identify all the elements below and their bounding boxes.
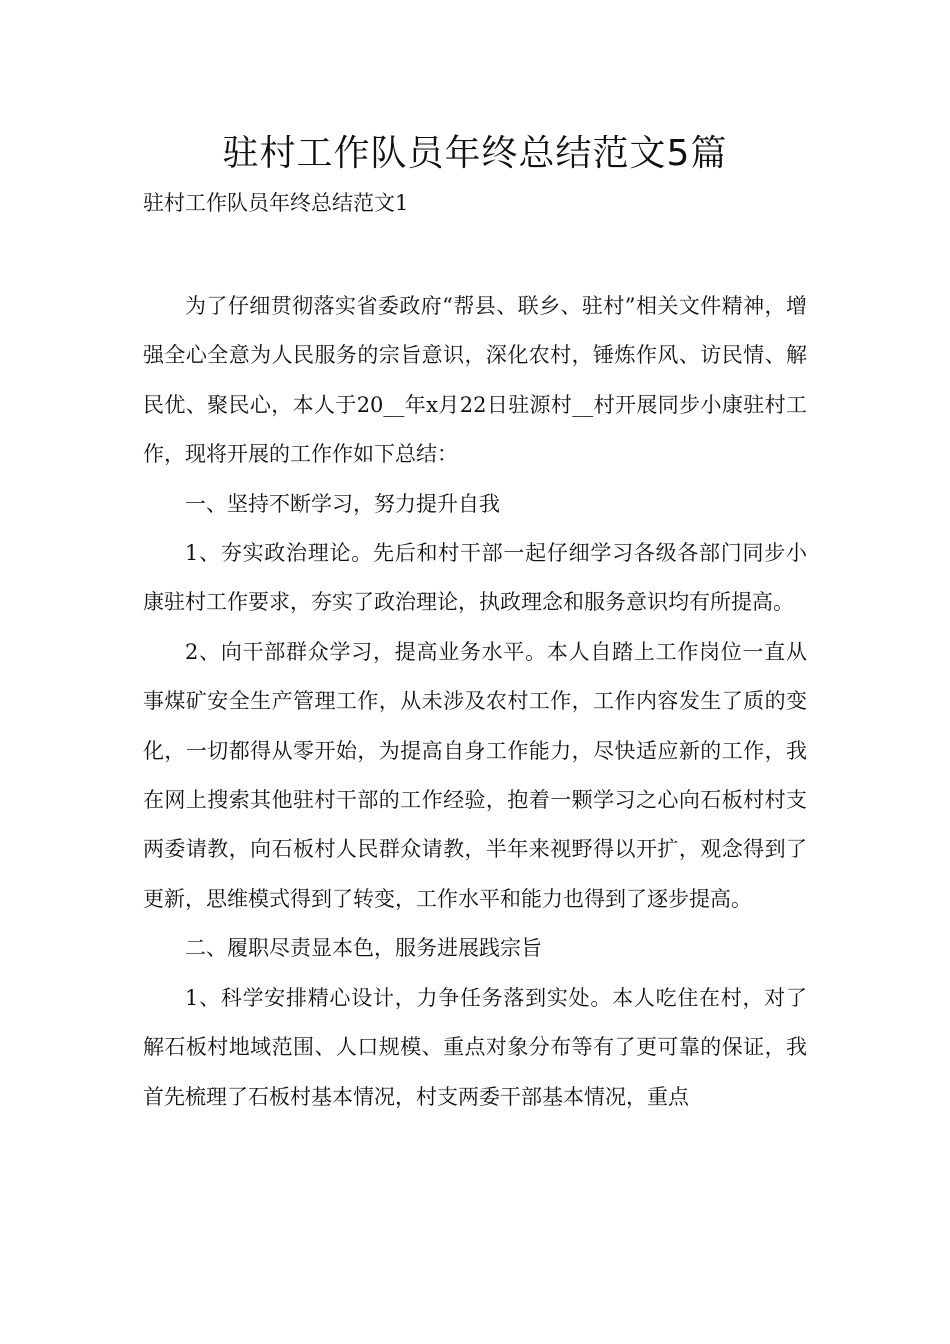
section-heading-1: 一、坚持不断学习，努力提升自我 [185, 491, 500, 516]
section-heading-2: 二、履职尽责显本色，服务进展践宗旨 [185, 936, 542, 961]
document-body [143, 282, 807, 1122]
paragraph-2-1: 1、科学安排精心设计，力争任务落到实处。本人吃住在村，对了解石板村地域范围、人口规模、重点对象分布等有了更可靠的保证，我首先梳理了石板村基本情况，村支两委干部基本情况，重点 [143, 985, 807, 1109]
document-subtitle: 驻村工作队员年终总结范文1 [143, 191, 409, 215]
document-title: 驻村工作队员年终总结范文5篇 [222, 133, 728, 174]
paragraph-1-2: 2、向干部群众学习，提高业务水平。本人自踏上工作岗位一直从事煤矿安全生产管理工作，从未涉及农村工作，工作内容发生了质的变化，一切都得从零开始，为提高自身工作能力，尽快适应新的工作，我在网上搜索其他驻村干部的工作经验，抱着一颗学习之心向石板村村支两委请教，向石板村人民群众请教，半年来视野得以开扩，观念得到了更新，思维模式得到了转变，工作水平和能力也得到了逐步提高。 [143, 639, 807, 911]
paragraph-1-1: 1、夯实政治理论。先后和村干部一起仔细学习各级各部门同步小康驻村工作要求，夯实了政治理论，执政理念和服务意识均有所提高。 [143, 541, 807, 615]
paragraph-intro: 为了仔细贯彻落实省委政府“帮县、联乡、驻村”相关文件精神，增强全心全意为人民服务的宗旨意识，深化农村，锤炼作风、访民情、解民优、聚民心，本人于20__年x月22日驻源村__村开展同步小康驻村工作，现将开展的工作作如下总结： [143, 294, 807, 467]
